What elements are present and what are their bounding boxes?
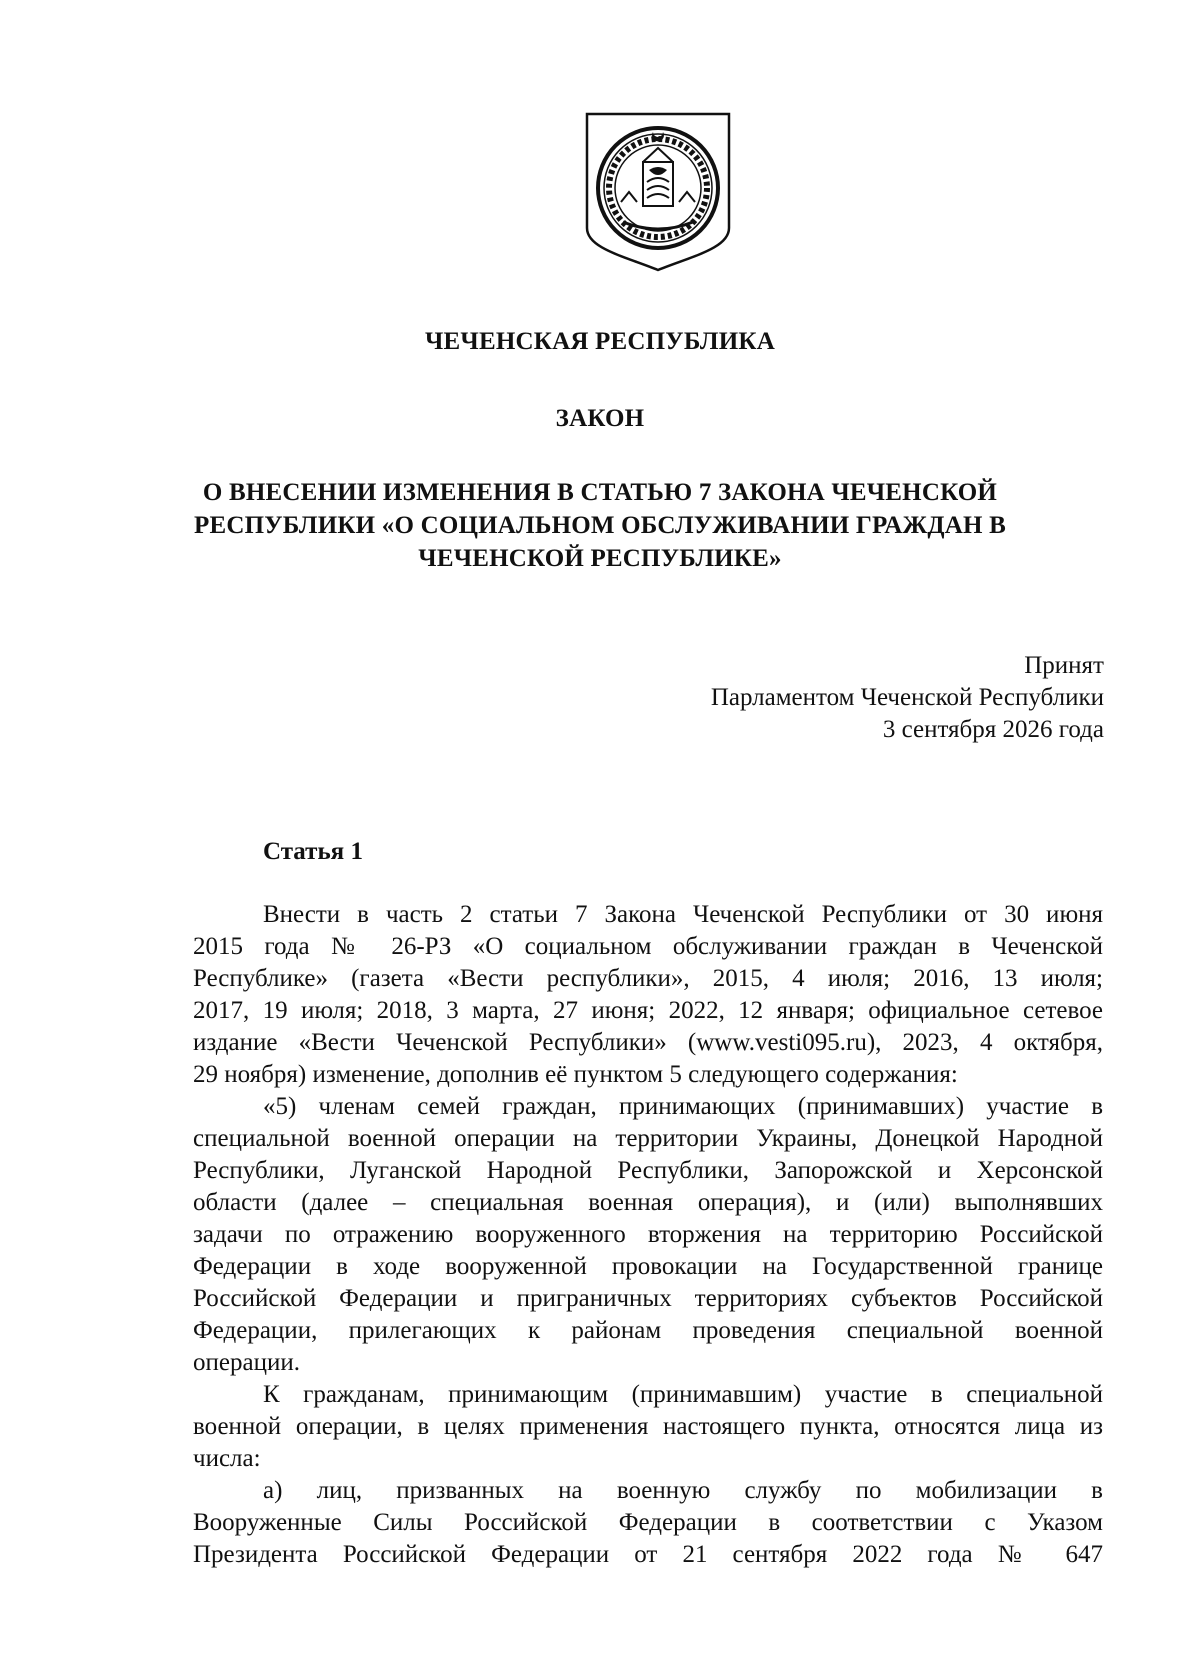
adoption-date: 3 сентября 2026 года [882,716,1104,743]
adoption-label: Принят [1024,652,1104,679]
body-line: задачи по отражению вооруженного вторжения на территорию Российской [193,1221,1103,1248]
body-line: издание «Вести Чеченской Республики» (www.vesti095.ru), 2023, 4 октября, [193,1029,1103,1056]
body-line: числа: [193,1445,261,1472]
law-title-line: ЧЕЧЕНСКОЙ РЕСПУБЛИКЕ» [418,545,782,572]
body-line: Вооруженные Силы Российской Федерации в соответствии с Указом [193,1509,1103,1536]
body-line: операции. [193,1349,300,1376]
body-line: области (далее – специальная военная операция), и (или) выполнявших [193,1189,1103,1216]
body-line: 2015 года № 26-РЗ «О социальном обслуживании граждан в Чеченской [193,933,1103,960]
law-title [0,476,1200,575]
article-title: Статья 1 [263,838,363,865]
adoption-block [711,650,1104,746]
body-line: 29 ноября) изменение, дополнив её пунктом 5 следующего содержания: [193,1061,958,1088]
body-line: Президента Российской Федерации от 21 сентября 2022 года № 647 [193,1541,1103,1568]
document-type-heading: ЗАКОН [555,405,645,432]
body-line: К гражданам, принимающим (принимавшим) участие в специальной [263,1381,1103,1408]
body-line: 2017, 19 июля; 2018, 3 марта, 27 июня; 2022, 12 января; официальное сетевое [193,997,1103,1024]
body-line: Республики, Луганской Народной Республики, Запорожской и Херсонской [193,1157,1103,1184]
body-line: Республике» (газета «Вести республики», 2015, 4 июля; 2016, 13 июля; [193,965,1103,992]
article-body [193,899,1103,1571]
body-line: Российской Федерации и приграничных территориях субъектов Российской [193,1285,1103,1312]
adoption-body: Парламентом Чеченской Республики [710,684,1104,711]
law-title-line: РЕСПУБЛИКИ «О СОЦИАЛЬНОМ ОБСЛУЖИВАНИИ ГРАЖДАН В [193,512,1007,539]
body-line: Федерации, прилегающих к районам проведения специальной военной [193,1317,1103,1344]
body-line: специальной военной операции на территории Украины, Донецкой Народной [193,1125,1103,1152]
republic-heading: ЧЕЧЕНСКАЯ РЕСПУБЛИКА [425,328,775,355]
body-line: Внести в часть 2 статьи 7 Закона Чеченской Республики от 30 июня [263,901,1103,928]
body-line: «5) членам семей граждан, принимающих (принимавших) участие в [263,1093,1103,1120]
body-line: Федерации в ходе вооруженной провокации на Государственной границе [193,1253,1103,1280]
law-title-line: О ВНЕСЕНИИ ИЗМЕНЕНИЯ В СТАТЬЮ 7 ЗАКОНА ЧЕЧЕНСКОЙ [202,479,998,506]
body-line: военной операции, в целях применения настоящего пункта, относятся лица из [193,1413,1103,1440]
body-line: а) лиц, призванных на военную службу по мобилизации в [263,1477,1103,1504]
coat-of-arms-icon [583,110,733,272]
